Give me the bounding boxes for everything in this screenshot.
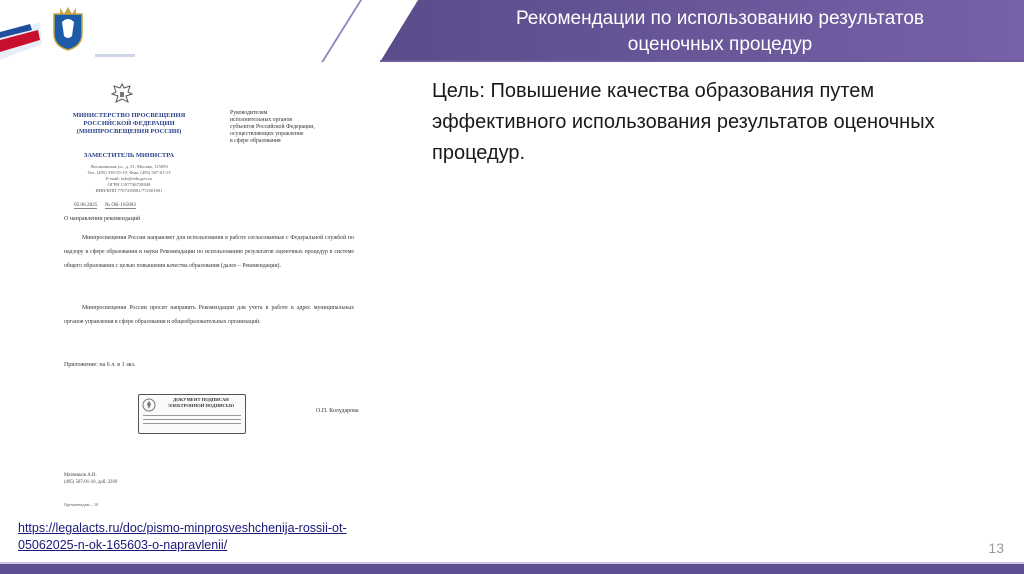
ministry-line: РОССИЙСКОЙ ФЕДЕРАЦИИ	[83, 120, 175, 127]
letter-number: № ОК-165603	[105, 202, 136, 208]
coat-of-arms-icon	[48, 4, 88, 52]
letter-paragraph-2: Минпросвещения России просит направить Рекомендации для учета в работе в адрес муниципальных органов управления в сфере образования и общеобразовательных организаций.	[64, 305, 354, 325]
address-line: ОГРН 1187746728848	[107, 182, 151, 187]
source-link[interactable]: https://legalacts.ru/doc/pismo-minprosveshchenija-rossii-ot-05062025-n-ok-165603-o-napravlenii/	[18, 521, 347, 552]
logo-divider	[95, 54, 135, 57]
header-diagonal-line	[321, 0, 362, 62]
recipient-line: Руководителям	[230, 110, 268, 116]
ministry-line: МИНИСТЕРСТВО ПРОСВЕЩЕНИЯ	[72, 112, 186, 119]
stamp-details	[143, 415, 241, 427]
recipient-line: осуществляющих управление	[230, 131, 304, 137]
address-line: Люсиновская ул., д. 51, Москва, 115093	[90, 164, 168, 169]
goal-text: Цель: Повышение качества образования путем эффективного использования результатов оценочных процедур.	[432, 80, 935, 164]
recipient-line: исполнительных органов	[230, 117, 293, 123]
recipient-block	[230, 110, 370, 145]
letter-paragraph-1: Минпросвещения России направляет для использования в работе согласованные с Федеральной службой по надзору в сфере образования и науки Рекомендации по использованию результатов оценочных процедур в системе общего образования с целью повышения качества образования (далее – Рекомендации).	[64, 235, 354, 269]
letter-subject: О направлении рекомендаций	[64, 216, 141, 222]
letter-date-number	[74, 202, 214, 208]
electronic-signature-stamp	[138, 394, 246, 434]
address-line: E-mail: info@edu.gov.ru	[106, 176, 152, 181]
address-line: ИНН/КПП 7707418081/772501001	[95, 188, 163, 193]
page-number: 13	[988, 540, 1004, 556]
deputy-minister-title: ЗАМЕСТИТЕЛЬ МИНИСТРА	[83, 152, 175, 159]
letter-date: 05.06.2025	[74, 202, 98, 208]
stamp-title: ДОКУМЕНТ ПОДПИСАН ЭЛЕКТРОННОЙ ПОДПИСЬЮ	[167, 397, 235, 408]
ministry-name	[54, 112, 204, 136]
slide-title	[430, 6, 1010, 58]
document-footer-code: Оргмонтадом – 10	[64, 502, 99, 507]
header-underline	[380, 60, 1024, 62]
executor-line: Матвеиков А.И.	[64, 473, 97, 478]
stamp-eagle-icon	[142, 398, 156, 412]
slide-title-line2: оценочных процедур	[627, 34, 813, 55]
recipient-line: в сфере образования	[230, 138, 281, 144]
signer-name: О.П. Колударова	[316, 408, 359, 414]
ministry-letter-image	[54, 78, 364, 518]
ministry-address	[54, 164, 204, 194]
russia-eagle-icon	[110, 82, 134, 108]
executor-line: (495) 587-01-10, доб. 3269	[64, 480, 118, 485]
address-line: Тел. (495) 539-55-19. Факс (495) 587-01-13	[87, 170, 171, 175]
executor-info	[64, 472, 117, 486]
slide-title-line1: Рекомендации по использованию результатов	[515, 8, 925, 29]
ministry-line: (МИНПРОСВЕЩЕНИЯ РОССИИ)	[76, 128, 182, 135]
letter-attachment: Приложение: на 6 л. в 1 экз.	[64, 362, 136, 368]
recipient-line: субъектов Российской Федерации,	[230, 124, 315, 130]
footer-bar	[0, 564, 1024, 574]
